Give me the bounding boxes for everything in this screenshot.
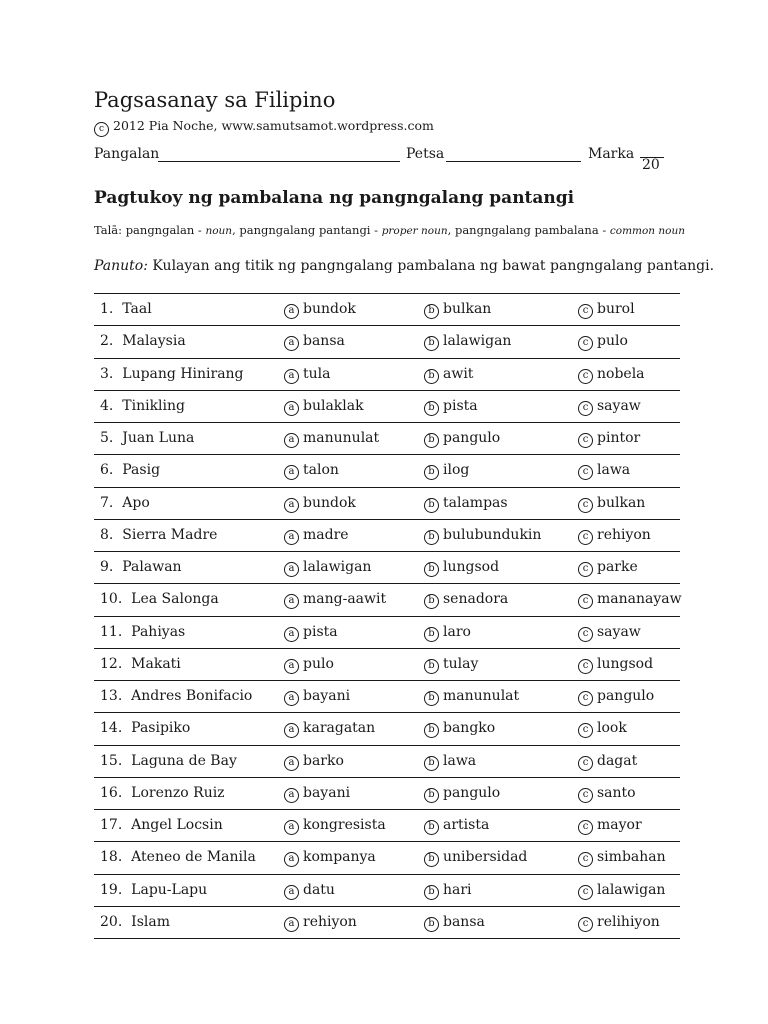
choice-a-text: rehiyon [303, 913, 357, 930]
choice-c-circle-icon[interactable]: c [578, 433, 593, 448]
choice-b[interactable] [424, 527, 541, 545]
item-number: 12. [100, 655, 123, 672]
choice-a-text: bayani [303, 784, 351, 801]
proper-noun: Lorenzo Ruiz [131, 784, 225, 801]
choice-a-circle-icon[interactable]: a [284, 917, 299, 932]
section-title: Pagtukoy ng pambalana ng pangngalang pantangi [94, 188, 575, 208]
proper-noun: Angel Locsin [131, 817, 223, 833]
choice-a-circle-icon[interactable]: a [284, 723, 299, 738]
choice-c-circle-icon[interactable]: c [578, 369, 593, 384]
proper-noun: Lea Salonga [131, 591, 219, 608]
choice-b-text: lungsod [443, 559, 500, 575]
choice-a[interactable] [284, 333, 345, 351]
choice-a-text: bulaklak [303, 397, 364, 414]
choice-c-circle-icon[interactable]: c [578, 788, 593, 803]
note-mid1: , pangngalang pantangi - [232, 223, 382, 237]
choice-c-text: pulo [597, 333, 628, 350]
choice-a[interactable] [284, 624, 338, 642]
note-prefix: Talā: pangngalan - [94, 223, 206, 237]
choice-b-text: unibersidad [443, 849, 528, 866]
proper-noun: Pasipiko [131, 720, 191, 737]
choice-c-circle-icon[interactable]: c [578, 498, 593, 513]
choice-a[interactable] [284, 462, 339, 480]
choice-b-text: tulay [443, 655, 479, 672]
choice-c-circle-icon[interactable]: c [578, 820, 593, 835]
item-label [100, 430, 194, 446]
item-label [100, 398, 185, 414]
choice-c[interactable] [578, 591, 682, 609]
choice-b-text: senadora [443, 591, 509, 608]
item-number: 17. [100, 817, 123, 833]
proper-noun: Islam [131, 913, 170, 930]
choice-b-circle-icon[interactable]: b [424, 465, 439, 480]
choice-a-text: bansa [303, 333, 345, 350]
choice-a-circle-icon[interactable]: a [284, 756, 299, 771]
item-label [100, 333, 186, 349]
item-label [100, 720, 190, 736]
item-number: 1. [100, 301, 114, 317]
choice-a[interactable] [284, 720, 375, 738]
note-proper: proper noun [381, 225, 448, 237]
item-number: 4. [100, 397, 114, 414]
choice-c[interactable] [578, 301, 635, 319]
copyright-text: 2012 Pia Noche, www.samutsamot.wordpress.com [113, 118, 434, 133]
choice-c-text: pangulo [597, 688, 655, 704]
choice-a[interactable] [284, 914, 357, 932]
choice-b[interactable] [424, 301, 491, 319]
choice-c-text: bulkan [597, 494, 646, 511]
choice-c-text: lungsod [597, 655, 654, 672]
item-number: 20. [100, 913, 123, 930]
item-number: 10. [100, 591, 123, 608]
glossary-note [94, 223, 685, 237]
worksheet-title: Pagsasanay sa Filipino [94, 88, 336, 112]
table-row [94, 875, 680, 907]
table-row [94, 488, 680, 520]
choice-c[interactable] [578, 753, 637, 771]
choice-b[interactable] [424, 559, 499, 577]
choice-b-text: lawa [443, 752, 477, 769]
choice-c-circle-icon[interactable]: c [578, 465, 593, 480]
choice-a-circle-icon[interactable]: a [284, 885, 299, 900]
choice-a-text: pulo [303, 655, 334, 672]
choice-b-text: awit [443, 365, 474, 382]
copyright-line [94, 118, 434, 137]
choice-c-text: nobela [597, 365, 645, 382]
choice-b-circle-icon[interactable]: b [424, 369, 439, 384]
choice-c-text: lalawigan [597, 881, 666, 898]
note-common: common noun [609, 225, 686, 237]
choice-b-circle-icon[interactable]: b [424, 659, 439, 674]
choice-b[interactable] [424, 591, 508, 609]
proper-noun: Lapu-Lapu [131, 881, 208, 898]
choice-c[interactable] [578, 430, 640, 448]
choice-c-circle-icon[interactable]: c [578, 723, 593, 738]
proper-noun: Palawan [122, 559, 182, 575]
choice-a-circle-icon[interactable]: a [284, 336, 299, 351]
table-row [94, 423, 680, 455]
choice-b[interactable] [424, 495, 508, 513]
choice-a[interactable] [284, 527, 349, 545]
instructions [94, 258, 714, 274]
choice-c-text: mayor [597, 817, 642, 833]
table-row [94, 326, 680, 358]
table-row [94, 552, 680, 584]
choice-b-text: bulkan [443, 301, 492, 317]
choice-a-text: talon [303, 462, 339, 479]
choice-c[interactable] [578, 333, 628, 351]
score-total: 20 [642, 157, 660, 173]
proper-noun: Pahiyas [131, 623, 186, 640]
choice-a-circle-icon[interactable]: a [284, 788, 299, 803]
choice-a[interactable] [284, 817, 386, 835]
proper-noun: Tinikling [122, 397, 185, 414]
choice-a[interactable] [284, 495, 356, 513]
choice-a-circle-icon[interactable]: a [284, 465, 299, 480]
table-row [94, 455, 680, 487]
choice-c-text: relihiyon [597, 913, 660, 930]
choice-a-text: kongresista [303, 817, 386, 833]
choice-b-circle-icon[interactable]: b [424, 885, 439, 900]
choice-b-text: pangulo [443, 430, 501, 446]
item-label [100, 527, 217, 543]
note-noun: noun [205, 225, 233, 237]
choice-a-circle-icon[interactable]: a [284, 691, 299, 706]
choice-b-text: ilog [443, 462, 470, 479]
choice-a-text: madre [303, 526, 349, 543]
choice-b-circle-icon[interactable]: b [424, 788, 439, 803]
choice-c-circle-icon[interactable]: c [578, 885, 593, 900]
choice-b-text: pista [443, 397, 478, 414]
proper-noun: Lupang Hinirang [122, 365, 244, 382]
table-row [94, 294, 680, 326]
table-row [94, 810, 680, 842]
choice-b-circle-icon[interactable]: b [424, 756, 439, 771]
choice-c-circle-icon[interactable]: c [578, 852, 593, 867]
choice-b[interactable] [424, 656, 478, 674]
choice-a-circle-icon[interactable]: a [284, 433, 299, 448]
item-label [100, 301, 152, 317]
choice-a-text: pista [303, 623, 338, 640]
choice-b[interactable] [424, 720, 495, 738]
item-label [100, 688, 252, 704]
table-row [94, 359, 680, 391]
choice-b-circle-icon[interactable]: b [424, 627, 439, 642]
table-row [94, 584, 680, 616]
choice-c-circle-icon[interactable]: c [578, 756, 593, 771]
choice-b[interactable] [424, 914, 485, 932]
choice-c-text: pintor [597, 430, 641, 446]
choice-a-text: mang-aawit [303, 591, 387, 608]
choice-c-text: look [597, 720, 627, 737]
choice-c-circle-icon[interactable]: c [578, 627, 593, 642]
choice-c[interactable] [578, 366, 645, 384]
item-label [100, 849, 256, 865]
table-row [94, 649, 680, 681]
choice-b-circle-icon[interactable]: b [424, 498, 439, 513]
choice-c-circle-icon[interactable]: c [578, 336, 593, 351]
choice-b-circle-icon[interactable]: b [424, 530, 439, 545]
choice-b-text: bansa [443, 913, 485, 930]
choice-c-circle-icon[interactable]: c [578, 304, 593, 319]
choice-b-text: artista [443, 817, 490, 833]
choice-c[interactable] [578, 785, 636, 803]
item-number: 19. [100, 881, 123, 898]
table-row [94, 681, 680, 713]
choice-a[interactable] [284, 301, 356, 319]
choice-c-circle-icon[interactable]: c [578, 401, 593, 416]
choice-a-circle-icon[interactable]: a [284, 401, 299, 416]
choice-c-circle-icon[interactable]: c [578, 917, 593, 932]
choice-a[interactable] [284, 688, 350, 706]
table-row [94, 520, 680, 552]
item-number: 13. [100, 688, 123, 704]
choice-c[interactable] [578, 495, 645, 513]
choice-b[interactable] [424, 753, 476, 771]
item-label [100, 591, 219, 607]
choice-a-circle-icon[interactable]: a [284, 304, 299, 319]
item-number: 6. [100, 462, 114, 479]
choice-a[interactable] [284, 559, 371, 577]
choice-b-text: bulubundukin [443, 526, 542, 543]
item-number: 5. [100, 430, 114, 446]
choice-a-text: bundok [303, 494, 356, 511]
choice-a[interactable] [284, 753, 344, 771]
choice-c-text: sayaw [597, 623, 641, 640]
instructions-label: Panuto: [94, 258, 148, 274]
proper-noun: Apo [122, 494, 150, 511]
item-number: 18. [100, 849, 123, 866]
score-label: Marka [588, 146, 635, 162]
choice-c[interactable] [578, 849, 666, 867]
item-label [100, 366, 244, 382]
choice-a-text: kompanya [303, 849, 376, 866]
choice-b[interactable] [424, 430, 500, 448]
choice-b[interactable] [424, 849, 527, 867]
choice-b[interactable] [424, 785, 500, 803]
proper-noun: Ateneo de Manila [131, 849, 256, 866]
choice-c[interactable] [578, 914, 660, 932]
choice-b-text: lalawigan [443, 333, 512, 350]
choice-a-text: bayani [303, 688, 351, 704]
choice-a-circle-icon[interactable]: a [284, 659, 299, 674]
proper-noun: Pasig [122, 462, 161, 479]
choice-c[interactable] [578, 624, 641, 642]
student-info-bar [94, 146, 680, 176]
item-label [100, 624, 185, 640]
choice-b-text: laro [443, 623, 471, 640]
choice-a[interactable] [284, 398, 364, 416]
choice-c-text: parke [597, 559, 638, 575]
choice-b[interactable] [424, 882, 472, 900]
choice-a-circle-icon[interactable]: a [284, 594, 299, 609]
choice-b-circle-icon[interactable]: b [424, 401, 439, 416]
choice-a-circle-icon[interactable]: a [284, 562, 299, 577]
choice-a[interactable] [284, 849, 376, 867]
choice-c[interactable] [578, 462, 630, 480]
name-label: Pangalan [94, 146, 160, 162]
choice-b-circle-icon[interactable]: b [424, 917, 439, 932]
proper-noun: Makati [131, 655, 181, 672]
item-number: 7. [100, 494, 114, 511]
choice-b[interactable] [424, 398, 478, 416]
item-label [100, 462, 160, 478]
choice-b-circle-icon[interactable]: b [424, 594, 439, 609]
choice-a[interactable] [284, 366, 330, 384]
choice-a[interactable] [284, 591, 386, 609]
choice-a-circle-icon[interactable]: a [284, 369, 299, 384]
items-table [94, 293, 680, 939]
copyright-icon: c [94, 122, 109, 137]
choice-b-circle-icon[interactable]: b [424, 820, 439, 835]
choice-a-circle-icon[interactable]: a [284, 820, 299, 835]
item-number: 2. [100, 333, 114, 350]
item-number: 16. [100, 784, 123, 801]
choice-b[interactable] [424, 462, 469, 480]
choice-a-text: datu [303, 881, 335, 898]
choice-c-text: lawa [597, 462, 631, 479]
item-number: 11. [100, 623, 123, 640]
choice-c-text: sayaw [597, 397, 641, 414]
item-label [100, 495, 150, 511]
choice-c-text: burol [597, 301, 635, 317]
choice-a-circle-icon[interactable]: a [284, 627, 299, 642]
table-row [94, 617, 680, 649]
name-field-line[interactable] [158, 161, 400, 162]
choice-a-text: barko [303, 752, 344, 769]
table-row [94, 713, 680, 745]
choice-b-text: manunulat [443, 688, 520, 704]
choice-c-circle-icon[interactable]: c [578, 594, 593, 609]
choice-b[interactable] [424, 688, 519, 706]
choice-c-circle-icon[interactable]: c [578, 659, 593, 674]
proper-noun: Andres Bonifacio [131, 688, 253, 704]
item-label [100, 914, 170, 930]
item-label [100, 559, 182, 575]
item-label [100, 753, 237, 769]
choice-c-text: dagat [597, 752, 638, 769]
table-row [94, 746, 680, 778]
choice-a-text: tula [303, 365, 331, 382]
choice-c-text: mananayaw [597, 591, 682, 608]
table-row [94, 778, 680, 810]
choice-c-text: rehiyon [597, 526, 651, 543]
table-row [94, 391, 680, 423]
choice-c-circle-icon[interactable]: c [578, 562, 593, 577]
choice-b-text: pangulo [443, 784, 501, 801]
choice-c[interactable] [578, 817, 642, 835]
item-label [100, 817, 223, 833]
choice-c[interactable] [578, 882, 665, 900]
choice-b[interactable] [424, 333, 511, 351]
choice-b-text: talampas [443, 494, 508, 511]
proper-noun: Sierra Madre [122, 526, 218, 543]
proper-noun: Malaysia [122, 333, 186, 350]
choice-b-circle-icon[interactable]: b [424, 304, 439, 319]
choice-c[interactable] [578, 656, 653, 674]
item-number: 3. [100, 365, 114, 382]
choice-a-text: lalawigan [303, 559, 372, 575]
date-field-line[interactable] [446, 161, 581, 162]
date-label: Petsa [406, 146, 445, 162]
item-number: 15. [100, 752, 123, 769]
proper-noun: Taal [122, 301, 152, 317]
choice-c[interactable] [578, 559, 638, 577]
choice-b[interactable] [424, 624, 471, 642]
choice-b-text: bangko [443, 720, 496, 737]
choice-a[interactable] [284, 656, 334, 674]
choice-b-circle-icon[interactable]: b [424, 336, 439, 351]
choice-c[interactable] [578, 398, 641, 416]
choice-b-circle-icon[interactable]: b [424, 852, 439, 867]
choice-a-text: manunulat [303, 430, 380, 446]
choice-b-circle-icon[interactable]: b [424, 433, 439, 448]
table-row [94, 907, 680, 939]
choice-c[interactable] [578, 720, 627, 738]
choice-a[interactable] [284, 785, 350, 803]
choice-b-circle-icon[interactable]: b [424, 562, 439, 577]
table-row [94, 842, 680, 874]
item-label [100, 785, 225, 801]
choice-b[interactable] [424, 366, 473, 384]
choice-b[interactable] [424, 817, 489, 835]
choice-b-circle-icon[interactable]: b [424, 691, 439, 706]
instructions-text: Kulayan ang titik ng pangngalang pambalana ng bawat pangngalang pantangi. [152, 258, 715, 274]
choice-c-text: santo [597, 784, 636, 801]
proper-noun: Juan Luna [122, 430, 195, 446]
choice-c[interactable] [578, 688, 654, 706]
choice-a[interactable] [284, 882, 335, 900]
choice-b-circle-icon[interactable]: b [424, 723, 439, 738]
item-number: 9. [100, 559, 114, 575]
choice-a-circle-icon[interactable]: a [284, 852, 299, 867]
choice-c[interactable] [578, 527, 651, 545]
choice-a[interactable] [284, 430, 379, 448]
item-number: 14. [100, 720, 123, 737]
note-mid2: , pangngalang pambalana - [447, 223, 610, 237]
choice-c-circle-icon[interactable]: c [578, 530, 593, 545]
choice-b-text: hari [443, 881, 472, 898]
choice-a-circle-icon[interactable]: a [284, 498, 299, 513]
item-number: 8. [100, 526, 114, 543]
proper-noun: Laguna de Bay [131, 752, 237, 769]
choice-a-text: karagatan [303, 720, 376, 737]
choice-a-circle-icon[interactable]: a [284, 530, 299, 545]
item-label [100, 656, 181, 672]
choice-c-text: simbahan [597, 849, 666, 866]
item-label [100, 882, 207, 898]
choice-a-text: bundok [303, 301, 356, 317]
choice-c-circle-icon[interactable]: c [578, 691, 593, 706]
